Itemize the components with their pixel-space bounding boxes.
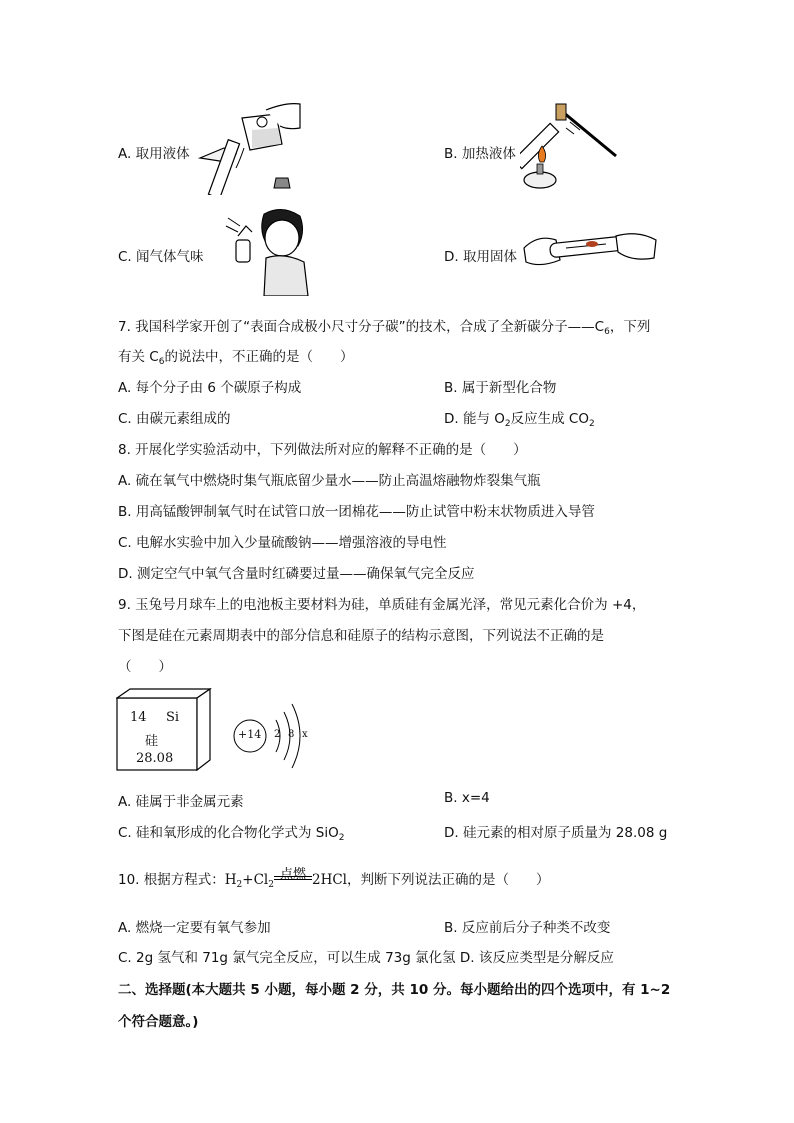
q9-option-a: A. 硅属于非金属元素 xyxy=(118,794,244,810)
smelling-gas-illustration xyxy=(224,206,314,296)
q6-option-b: B. 加热液体 xyxy=(444,146,516,162)
atom-shell-3: x xyxy=(302,729,308,740)
atom-nucleus-charge: +14 xyxy=(238,728,262,741)
q10-options-c-d: C. 2g 氢气和 71g 氯气完全反应，可以生成 73g 氯化氢 D. 该反应类型是分解反应 xyxy=(118,950,614,966)
pouring-liquid-illustration xyxy=(196,100,306,195)
q7-option-a: A. 每个分子由 6 个碳原子构成 xyxy=(118,380,302,396)
heating-liquid-illustration xyxy=(520,100,620,200)
q10-stem: 10. 根据方程式：$H_2+Cl_2$ 点燃 2HCl，判断下列说法正确的是（ ） xyxy=(118,868,550,890)
taking-solid-illustration xyxy=(520,228,660,272)
q7-option-d: D. 能与 $O_2$反应生成 $CO_2$ xyxy=(444,411,595,429)
reaction-condition: 点燃 xyxy=(279,867,306,882)
equation: $H_2+Cl_2$ 点燃 2HCl xyxy=(225,872,347,888)
q9-stem-line1: 9. 玉兔号月球车上的电池板主要材料为硅，单质硅有金属光泽，常见元素化合价为 +4， xyxy=(118,597,646,613)
q7-stem-line1: 7. 我国科学家开创了“表面合成极小尺寸分子碳”的技术，合成了全新碳分子$——C_6$，下列 xyxy=(118,319,651,337)
q10-option-a: A. 燃烧一定要有氧气参加 xyxy=(118,920,271,936)
q6-option-a: A. 取用液体 xyxy=(118,146,190,162)
element-atomic-mass: 28.08 xyxy=(136,751,174,766)
q8-option-d: D. 测定空气中氧气含量时红磷要过量——确保氧气完全反应 xyxy=(118,566,475,582)
q9-stem-line2: 下图是硅在元素周期表中的部分信息和硅原子的结构示意图，下列说法不正确的是 xyxy=(118,628,604,644)
q7-stem-line2: 有关 $C_6$的说法中，不正确的是（ ） xyxy=(118,349,354,367)
element-symbol: Si xyxy=(166,710,180,725)
q8-stem: 8. 开展化学实验活动中，下列做法所对应的解释不正确的是（ ） xyxy=(118,442,527,458)
q8-option-c: C. 电解水实验中加入少量硫酸钠——增强溶液的导电性 xyxy=(118,535,447,551)
q8-option-b: B. 用高锰酸钾制氧气时在试管口放一团棉花——防止试管中粉末状物质进入导管 xyxy=(118,504,595,520)
section2-heading-line1: 二、选择题(本大题共 5 小题，每小题 2 分，共 10 分。每小题给出的四个选项中，有 1~2 xyxy=(118,982,671,998)
q9-option-c: C. 硅和氧形成的化合物化学式为 SiO$_2$ xyxy=(118,825,345,843)
atom-shell-2: 8 xyxy=(288,729,295,740)
element-name: 硅 xyxy=(145,734,159,749)
q9-option-d: D. 硅元素的相对原子质量为 28.08 g xyxy=(444,825,668,841)
q7-option-b: B. 属于新型化合物 xyxy=(444,380,557,396)
q8-option-a: A. 硫在氧气中燃烧时集气瓶底留少量水——防止高温熔融物炸裂集气瓶 xyxy=(118,473,541,489)
q6-option-d: D. 取用固体 xyxy=(444,249,517,265)
q9-option-b: B. x=4 xyxy=(444,790,490,806)
q10-option-b: B. 反应前后分子种类不改变 xyxy=(444,920,611,936)
q9-stem-line3: （ ） xyxy=(118,659,172,675)
atom-shell-1: 2 xyxy=(274,729,281,740)
q6-option-c: C. 闻气体气味 xyxy=(118,249,204,265)
reaction-arrow xyxy=(274,867,312,884)
section2-heading-line2: 个符合题意。) xyxy=(118,1014,199,1030)
q7-option-c: C. 由碳元素组成的 xyxy=(118,411,231,427)
element-atomic-number: 14 xyxy=(130,710,147,725)
